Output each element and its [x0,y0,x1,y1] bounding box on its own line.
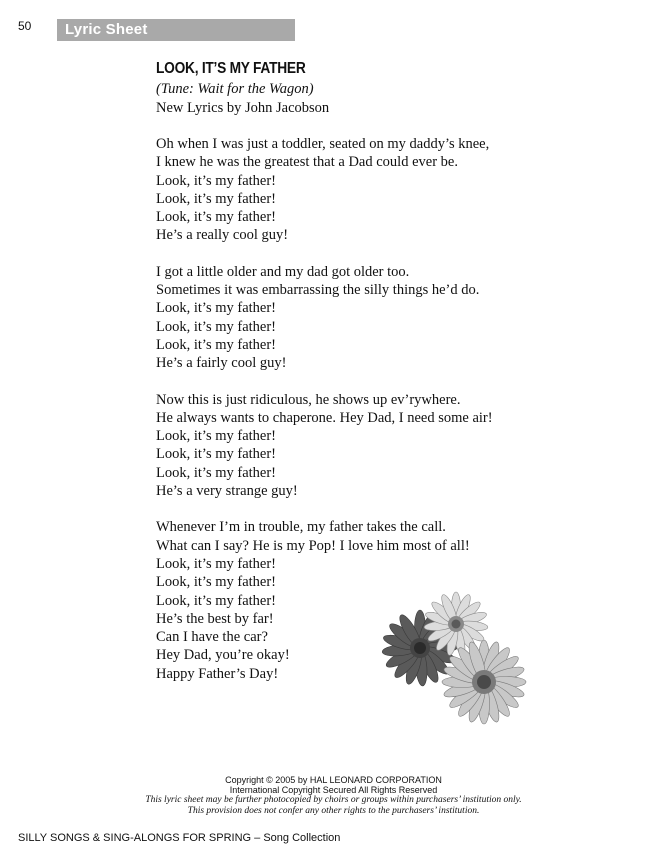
song-tune: (Tune: Wait for the Wagon) [156,81,314,97]
song-credit: New Lyrics by John Jacobson [156,99,330,116]
lyric-line: Oh when I was just a toddler, seated on my daddy’s knee, [156,136,490,152]
lyric-line: Look, it’s my father! [156,446,277,463]
lyric-line: Look, it’s my father! [156,592,277,609]
book-title: SILLY SONGS & SING-ALONGS FOR SPRING – Song Collection [18,832,341,844]
lyric-line: I knew he was the greatest that a Dad could ever be. [156,154,458,171]
lyric-line: Sometimes it was embarrassing the silly things he’d do. [156,282,480,299]
lyric-line: Can I have the car? [156,629,268,646]
lyric-line: He always wants to chaperone. Hey Dad, I need some air! [156,409,493,426]
lyric-line: Look, it’s my father! [156,172,277,189]
lyric-line: Look, it’s my father! [156,190,277,207]
flower-bouquet-icon [378,590,538,740]
lyric-line: Whenever I’m in trouble, my father takes the call. [156,519,446,536]
lyric-line: Happy Father’s Day! [156,665,279,682]
lyric-line: Now this is just ridiculous, he shows up ev’rywhere. [156,391,461,408]
song-title: LOOK, IT’S MY FATHER [156,60,306,77]
lyric-line: He’s a fairly cool guy! [156,355,287,372]
lyric-line: Look, it’s my father! [156,318,277,335]
lyric-line: What can I say? He is my Pop! I love him most of all! [156,537,470,554]
copyright-line: Copyright © 2005 by HAL LEONARD CORPORATION [225,775,442,785]
lyric-line: I got a little older and my dad got older too. [156,263,410,280]
large-flower [442,640,526,724]
lyric-line: He’s a really cool guy! [156,227,289,244]
section-header-label: Lyric Sheet [65,21,148,38]
lyric-line: Look, it’s my father! [156,300,277,317]
verse-2 [156,263,536,373]
section-header-bar [57,19,295,41]
lyric-line: Look, it’s my father! [156,464,277,481]
lyric-line: Look, it’s my father! [156,555,277,572]
lyric-line: Look, it’s my father! [156,209,277,226]
verse-3 [156,391,536,501]
lyric-line: Look, it’s my father! [156,574,277,591]
rights-line: International Copyright Secured All Rights Reserved [229,785,438,795]
lyric-line: Hey Dad, you’re okay! [156,647,290,664]
provision-note: This provision does not confer any other rights to the purchasers’ institution. [187,806,480,816]
lyric-line: He’s the best by far! [156,610,274,627]
lyric-line: Look, it’s my father! [156,428,277,445]
lyric-line: Look, it’s my father! [156,336,277,353]
page-number: 50 [18,19,32,33]
song-block [156,56,536,683]
verse-1 [156,135,536,245]
footer [0,775,667,817]
lyric-line: He’s a very strange guy! [156,483,298,500]
photocopy-note: This lyric sheet may be further photocopied by choirs or groups within purchasers’ institution only. [145,795,522,805]
